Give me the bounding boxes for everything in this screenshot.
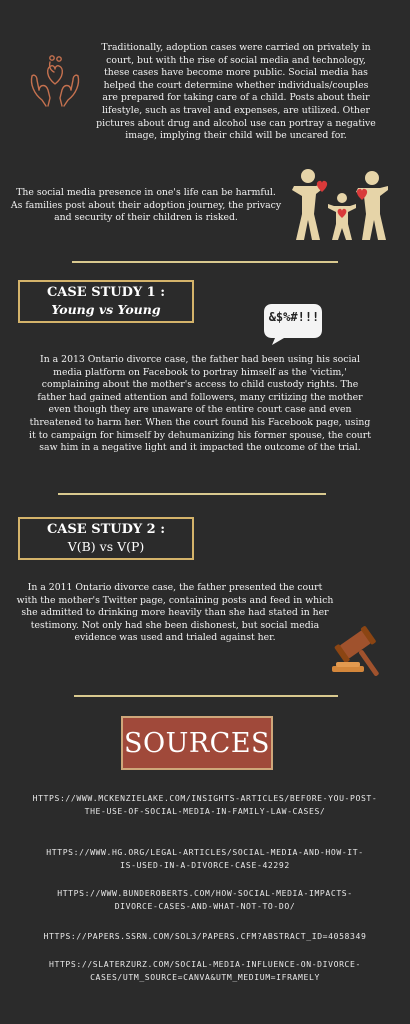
gavel-icon <box>328 620 392 680</box>
case-study-1-title: CASE STUDY 1 : <box>46 285 166 300</box>
case-study-1-subtitle: Young vs Young <box>51 302 161 317</box>
source-link-2[interactable]: HTTPS://WWW.HG.ORG/LEGAL-ARTICLES/SOCIAL-MEDIA-AND-HOW-IT-IS-USED-IN-A-DIVORCE-CASE-42292 <box>46 847 364 870</box>
sources-heading-box <box>121 716 273 770</box>
intro-paragraph: Traditionally, adoption cases were carried on privately in court, but with the rise of social media and technology, these cases have become more public. Social media has helped the court determine whether individuals/couples are prepared for taking care of a child. Posts about their lifestyle, such as travel and expenses, are utilized. Other pictures about drug and alcohol use can portray a negative image, implying their child will be uncared for. <box>96 42 376 142</box>
case-study-2-subtitle: V(B) vs V(P) <box>67 539 145 554</box>
source-link-4[interactable]: HTTPS://PAPERS.SSRN.COM/SOL3/PAPERS.CFM?ABSTRACT_ID=4058349 <box>43 931 367 941</box>
source-link-5[interactable]: HTTPS://SLATERZURZ.COM/SOCIAL-MEDIA-INFLUENCE-ON-DIVORCE-CASES/UTM_SOURCE=CANVA&UTM_MEDIUM=IFRAMELY <box>49 959 361 982</box>
hands-heart-icon <box>26 50 84 108</box>
case-study-2-box <box>18 517 194 560</box>
speech-bubble-icon <box>262 300 324 346</box>
divider-3 <box>74 695 338 697</box>
source-link-1[interactable]: HTTPS://WWW.MCKENZIELAKE.COM/INSIGHTS-ARTICLES/BEFORE-YOU-POST-THE-USE-OF-SOCIAL-MEDIA-IN-FAMILY-LAW-CASES/ <box>32 793 378 816</box>
family-icon <box>290 164 390 244</box>
case-study-1-text: In a 2013 Ontario divorce case, the father had been using his social media platform on Facebook to portray himself as the 'victim,' complaining about the mother's access to child custody rights. The father had gained attention and followers, many critizing the mother even though they are unaware of the entire court case and even threatened to harm her. When the court found his Facebook page, using it to campaign for himself by dehumanizing his former spouse, the court saw him in a negative light and it impacted the outcome of the trial. <box>29 354 371 454</box>
case-study-2-text: In a 2011 Ontario divorce case, the father presented the court with the mother's Twitter page, containing posts and feed in which she admitted to drinking more heavily than she had stated in her testimony. Not only had she been dishonest, but social media evidence was used and trialed against her. <box>16 582 334 644</box>
divider-1 <box>72 261 338 263</box>
divider-2 <box>58 493 326 495</box>
privacy-paragraph: The social media presence in one's life can be harmful. As families post about their adoption journey, the privacy and security of their children is risked. <box>10 187 282 224</box>
speech-bubble-text: &$%#!!! <box>268 310 320 324</box>
case-study-2-title: CASE STUDY 2 : <box>46 522 166 537</box>
source-link-3[interactable]: HTTPS://WWW.BUNDEROBERTS.COM/HOW-SOCIAL-MEDIA-IMPACTS-DIVORCE-CASES-AND-WHAT-NOT-TO-DO/ <box>57 888 353 911</box>
case-study-1-box <box>18 280 194 323</box>
sources-heading: SOURCES <box>123 727 271 759</box>
